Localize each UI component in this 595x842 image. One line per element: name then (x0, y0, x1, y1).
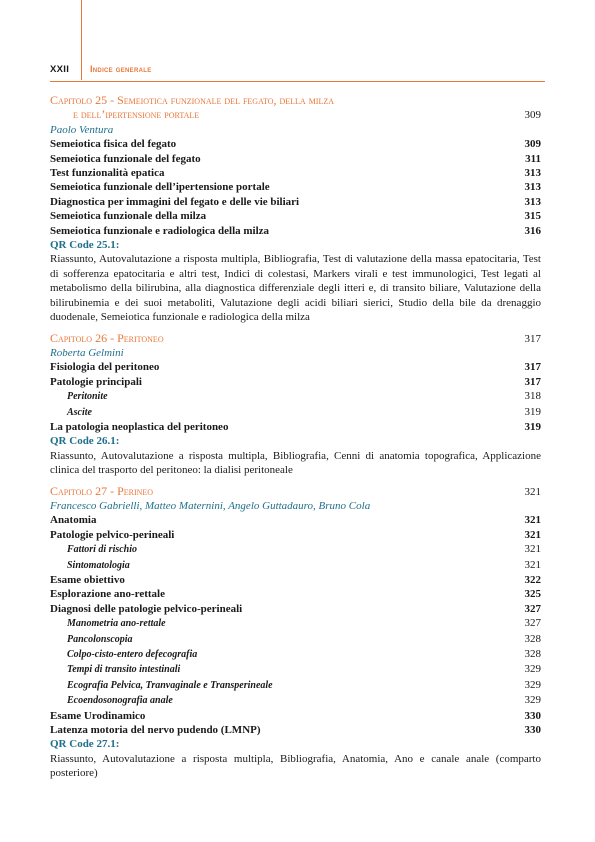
toc-entry: Semeiotica funzionale e radiologica della milza 316 (50, 224, 541, 237)
toc-subentry: Ecoendosonografia anale 329 (67, 694, 541, 707)
chapter-title-row (50, 331, 541, 346)
toc-entry: Semeiotica funzionale dell’ipertensione portale 313 (50, 181, 541, 194)
toc-subentry: Ecografia Pelvica, Tranvaginale e Transperineale 329 (67, 678, 541, 691)
toc-entry: Diagnostica per immagini del fegato e delle vie biliari 313 (50, 195, 541, 208)
toc-subentry: Pancolonscopia 328 (67, 632, 541, 645)
toc-subentry: Peritonite 318 (67, 390, 541, 403)
qr-code-description: Riassunto, Autovalutazione a risposta multipla, Bibliografia, Test di valutazione della massa epatocitaria, Test di sofferenza epatocitaria e altri test, Indici di colestasi, Markers virali e test immunologici, Test legati al metabolismo della bilirubina, alla diagnostica differenziale degli itteri e, di transito biliare, Valutazione della bilirubinemia e dei suoi metaboliti, Valutazione degli acidi biliari sierici, Studio della bile da drenaggio duodenale, Semeiotica funzionale e radiologica della milza (50, 253, 541, 324)
toc-entry: Diagnosi delle patologie pelvico-perineali 327 (50, 602, 541, 615)
toc-entry: Latenza motoria del nervo pudendo (LMNP) 330 (50, 724, 541, 737)
chapter-page: 317 (524, 332, 541, 345)
toc-subentry: Tempi di transito intestinali 329 (67, 663, 541, 676)
chapter-page: 309 (524, 109, 541, 122)
qr-code-description: Riassunto, Autovalutazione a risposta multipla, Bibliografia, Anatomia, Ano e canale anale (comparto posteriore) (50, 752, 541, 780)
header-horizontal-rule (50, 81, 545, 82)
chapter-author: Roberta Gelmini (50, 346, 124, 359)
toc-entry: Semeiotica funzionale del fegato 311 (50, 152, 541, 165)
toc-subentry: Fattori di rischio 321 (67, 543, 541, 556)
toc-subentry: Ascite 319 (67, 405, 541, 418)
chapter-author: Paolo Ventura (50, 123, 114, 136)
chapter-title: Capitolo 25 - Semeiotica funzionale del fegato, della milza (50, 93, 335, 107)
toc-entry: Anatomia 321 (50, 514, 541, 527)
toc-entry: Fisiologia del peritoneo 317 (50, 361, 541, 374)
toc-entry: Patologie principali 317 (50, 375, 541, 388)
running-header-title: Indice generale (90, 64, 152, 74)
toc-entry: Esame obiettivo 322 (50, 574, 541, 586)
chapter-title-row (50, 107, 541, 122)
toc-entry: Semeiotica fisica del fegato 309 (50, 138, 541, 151)
chapter-page: 321 (524, 485, 541, 498)
qr-code-label: QR Code 27.1: (50, 738, 120, 751)
toc-subentry: Manometria ano-rettale 327 (67, 617, 541, 630)
qr-code-label: QR Code 25.1: (50, 239, 120, 252)
page-number: XXII (50, 64, 70, 75)
toc-subentry: Colpo-cisto-entero defecografia 328 (67, 648, 541, 661)
toc-entry: Semeiotica funzionale della milza 315 (50, 210, 541, 223)
chapter-title-continuation: e dell’ipertensione portale (73, 107, 200, 122)
toc-entry: Esplorazione ano-rettale 325 (50, 588, 541, 601)
toc-entry: Test funzionalità epatica 313 (50, 167, 541, 180)
table-of-contents (50, 93, 541, 781)
toc-subentry: Sintomatologia 321 (67, 558, 541, 571)
chapter-26 (50, 331, 541, 478)
toc-entry: La patologia neoplastica del peritoneo 319 (50, 420, 541, 433)
chapter-title: Capitolo 26 - Peritoneo (50, 330, 164, 345)
chapter-title: Capitolo 27 - Perineo (50, 483, 154, 498)
toc-entry: Patologie pelvico-perineali 321 (50, 528, 541, 541)
qr-code-description: Riassunto, Autovalutazione a risposta multipla, Bibliografia, Cenni di anatomia topografica, Applicazione clinica del trasporto del peritoneo: la dialisi peritoneale (50, 449, 541, 477)
header-vertical-rule (81, 0, 82, 80)
chapter-title-row (50, 484, 541, 499)
chapter-author: Francesco Gabrielli, Matteo Maternini, Angelo Guttadauro, Bruno Cola (50, 499, 371, 512)
qr-code-label: QR Code 26.1: (50, 435, 120, 448)
chapter-27 (50, 484, 541, 781)
toc-entry: Esame Urodinamico 330 (50, 709, 541, 722)
chapter-25 (50, 93, 541, 325)
